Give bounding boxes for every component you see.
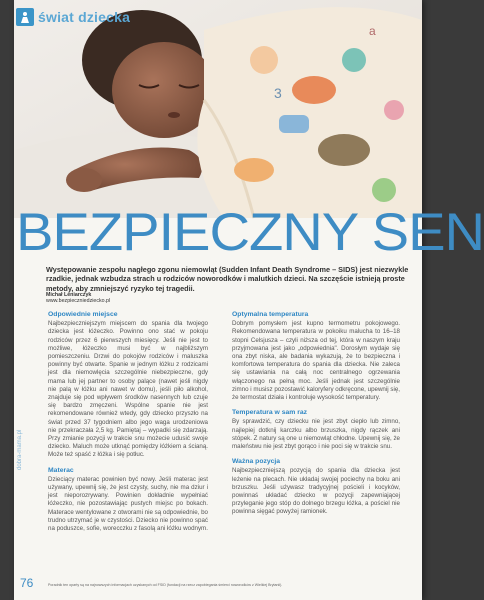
svg-text:3: 3 <box>274 85 282 101</box>
sidebar-site-text: dobra-mama.pl <box>17 429 23 470</box>
section-paragraph: Dobrym pomysłem jest kupno termometru pokojowego. Rekomendowana temperatura w pokoiku malucha to 16–18 stopni Celsjusza – czyli niższa od tej, która w naszym kraju przyjmowana jest jako „odpowiednia". Dorosłym wydaje się ona zbyt niska, ale badania wykazują, że to bezpieczna i komfortowa temperatura do spania dla dziecka. Nie zaleca się ustawiania na całą noc centralnego ogrzewania włączonego na pełną moc. Jeśli jednak jest szczególnie zimno i musisz pozostawić kaloryfery odkręcone, upewnij się, że termostat działa i kontroluje wysokość temperatury. <box>232 320 400 402</box>
section-paragraph: Dzieciący materac powinien być nowy. Jeśli materac jest używany, upewnij się, że jest czysty, suchy, nie ma dziur i jest nieporozrywany. Powinien dokładnie wypełniać łóżeczko, nie pozostawiając pustych miejsc po bokach. Materace wentylowane z otworami nie są odpowiednie, bo trudno utrzymać je w czystości. Dziecko nie powinno spać na poduszce, sofie, worecczku z fasolą ani łóżku wodnym. <box>48 475 208 533</box>
sleeping-baby-illustration <box>14 0 422 218</box>
section-heading: Optymalna temperatura <box>232 311 309 318</box>
sidebar-strip <box>14 400 36 575</box>
sleeping-baby-photo <box>14 0 422 218</box>
intro-paragraph: Występowanie zespołu nagłego zgonu niemowląt (Sudden Infant Death Syndrome – SIDS) jest niezwykle rzadkie, jednak wzbudza strach u rodziców noworodków i malutkich dzieci. Na szczęście istnieją proste metody, aby zmniejszyć ryzyko tej tragedii. <box>46 265 409 293</box>
author-site: www.bezpieczniedziecko.pl <box>46 298 111 305</box>
right-column <box>232 311 400 524</box>
author-name: Michał Leniarczyk <box>46 292 92 298</box>
author-block <box>46 292 246 305</box>
svg-text:a: a <box>369 24 376 38</box>
section-paragraph: By sprawdzić, czy dziecku nie jest zbyt ciepło lub zimno, najlepiej dotknij karczku albo brzuszka, nigdy rączek ani stópek. Z natury są one u niemowląt chłodne. Upewnij się, że maleństwu nie jest zbyt gorąco i nie poci się w trakcie snu. <box>232 418 400 451</box>
section-heading: Temperatura w sam raz <box>232 409 308 417</box>
person-icon <box>16 8 34 26</box>
magazine-page <box>14 0 484 600</box>
section-heading: Ważna pozycja <box>232 458 281 466</box>
section-label: świat dziecka <box>38 9 131 25</box>
section-tag <box>16 8 130 26</box>
headline: BEZPIECZNY SEN <box>16 203 484 262</box>
section-paragraph: Najbezpieczniejszą pozycją do spania dla dziecka jest leżenie na plecach. Nie układaj swojej pociechy na boku ani brzuszku. Jeśli używasz tradycyjnej pościeli i kocyków, powinnaś układać dziecko w pozycji zapewniającej przyleganie jego stóp do dolnego brzegu łóżka, a pościel nie powinna sięgać powyżej ramionek. <box>232 467 400 516</box>
left-column <box>48 311 208 540</box>
section-heading: Materac <box>48 466 74 474</box>
footnote: Poradnik ten oparty są na najnowszych informacjach uzyskanych od FSID (fundacji na rzecz zapobiegania śmierci noworodków z Wielkiej Brytanii). <box>48 583 283 587</box>
section-paragraph: Najbezpieczniejszym miejscem do spania dla twojego dziecka jest łóżeczko. Powinno ono stać w pokoju rodziców przez 6 pierwszych miesięcy. Jeśli nie jest to możliwe, łóżeczko musi być w najbliższym pomieszczeniu. Drzwi do pokojów rodziców i maluszka powinny być otwarte. Spanie w jednym łóżku z rodzicami jest dla niemowlęcia szczególnie niebezpieczne, gdy mama lub jej partner to osoby palące (nawet jeśli nigdy nie palą w łóżku ani nawet w domu), jeśli piło alkohol, znajduje się pod wpływem środków nasennych lub czuje się bardzo zmęczeni. Wspólne spanie nie jest rekomendowane również wtedy, gdy dziecko przyszło na świat przed 37 tygodniem albo jego waga urodzeniowa nie przekraczała 2,5 kg. Pamiętaj – wypadki się zdarzają. Przy zmianie pozycji w trakcie snu możecie udusić swoje dziecko. Maluch może utknąć pomiędzy łóżkiem a ścianą. Może też spaść z łóżka i się potłuc. <box>48 320 208 459</box>
page-number: 76 <box>20 576 34 590</box>
section-heading: Odpowiednie miejsce <box>48 311 118 318</box>
